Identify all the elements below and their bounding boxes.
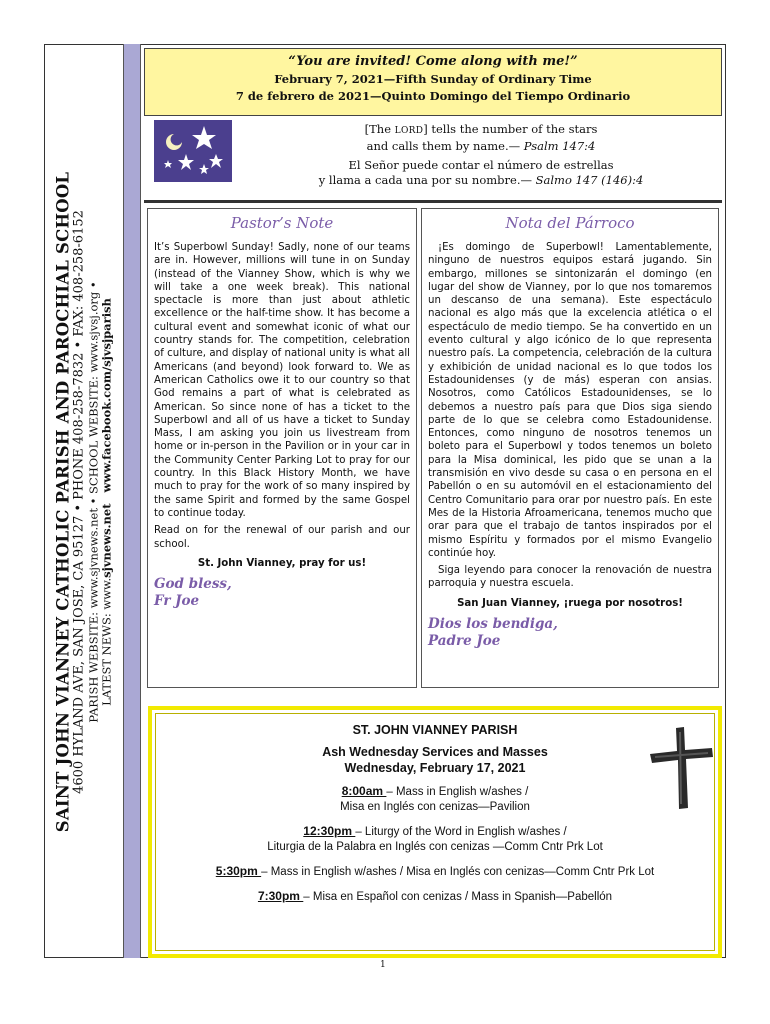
ash-service-time: 5:30pm <box>215 864 262 878</box>
quote-en-line1 <box>240 122 722 139</box>
pastors-note-body <box>148 241 416 570</box>
latest-news-site[interactable]: sjvnews.net <box>99 503 114 578</box>
pastors-note <box>147 208 417 688</box>
scripture-quote <box>240 122 722 188</box>
latest-news <box>101 52 114 952</box>
sidebar-text <box>55 52 114 952</box>
quote-es-text: y llama a cada una por su nombre.— <box>318 173 536 187</box>
ash-service-time: 7:30pm <box>257 889 304 903</box>
quote-en-post: ] tells the number of the stars <box>423 122 598 136</box>
nota-parroco-blessing <box>422 616 718 650</box>
ash-service-desc: – Misa en Español con cenizas / Mass in Spanish—Pabellón <box>303 891 613 903</box>
facebook-link[interactable]: www.facebook.com/sjvsjparish <box>99 298 114 493</box>
ash-service-time: 8:00am <box>341 784 387 798</box>
quote-lord: LORD <box>394 126 424 136</box>
nota-parroco-prayer: San Juan Vianney, ¡ruega por nosotros! <box>457 597 683 609</box>
blessing-line: Dios los bendiga, <box>428 616 558 633</box>
quote-en-text: and calls them by name.— <box>366 139 524 153</box>
ash-service-item <box>152 864 718 880</box>
latest-news-prefix: LATEST NEWS: www. <box>99 577 114 706</box>
quote-es-citation: Salmo 147 (146):4 <box>535 173 644 187</box>
pastors-note-blessing <box>148 576 416 610</box>
header-banner <box>144 48 722 116</box>
ash-cross-icon <box>646 724 716 810</box>
parish-address: 4600 HYLAND AVE, SAN JOSE, CA 95127 • PHONE 408-258-7832 • FAX: 408-258-6152 <box>72 210 88 794</box>
ash-service-item <box>152 784 718 815</box>
signature: Padre Joe <box>428 633 501 650</box>
quote-es-line1: El Señor puede contar el número de estrellas <box>348 158 614 172</box>
ash-parish-title: ST. JOHN VIANNEY PARISH <box>352 723 518 737</box>
section-divider <box>144 200 722 203</box>
ash-service-line <box>152 784 718 800</box>
quote-en-pre: [The <box>364 122 395 136</box>
ash-date: Wednesday, February 17, 2021 <box>344 761 526 775</box>
nota-parroco-paragraph-1: ¡Es domingo de Superbowl! Lamentablemente, ninguno de nuestros equipos estará jugando. Sin embargo, millones se sintonizarán el domingo (en lugar del show de Vianney, por lo que nos tomaremos un descanso de una semana). Este espectáculo nacional es algo más que la excelencia atlética o el espectáculo de medio tiempo. Se ha convertido en un evento cultural y algo icónico de lo que representa nuestro país. La competencia, celebración de la cultura y exhibición de unidad nacional es lo que todos los Estadounidenses (y de más) esperan con ansias. Nosotros, como Católicos Estadounidenses, se lo debemos a nuestro país para que Dios siga siendo parte de lo que se celebra como Estadounidense. Entonces, como ninguno de nosotros tenemos un boleto para el Superbowl y todos tenemos un boleto para la Misa dominical, les pido que se unan a la transmisión en vivo desde su casa o en persona en el Pabellón o en su automóvil en el estacionamiento del Centro Comunitario para orar por nuestro país. En este Mes de la Historia Afroamericana, tenemos mucho que orar para que el trabajo de tantos inspirados por el mismo Espíritu y formados por el mismo Evangelio continúe hoy. <box>428 242 712 559</box>
quote-en-line2 <box>240 139 722 154</box>
ash-service-desc-es: Liturgia de la Palabra en Inglés con cenizas —Comm Cntr Prk Lot <box>267 841 603 853</box>
nota-parroco-paragraph-2: Siga leyendo para conocer la renovación de nuestra parroquia y nuestra escuela. <box>428 565 712 590</box>
ash-subtitle: Ash Wednesday Services and Masses <box>322 745 548 759</box>
quote-es-line2 <box>240 173 722 188</box>
header-date-english: February 7, 2021—Fifth Sunday of Ordinary Time <box>274 72 592 86</box>
pastors-note-paragraph-2: Read on for the renewal of our parish and our school. <box>154 525 410 550</box>
ash-service-desc: – Mass in English w/ashes / <box>386 786 529 798</box>
ash-service-item <box>152 889 718 905</box>
ash-wednesday-box <box>148 706 722 958</box>
stars-night-icon <box>154 120 232 182</box>
ash-service-desc: – Mass in English w/ashes / Misa en Inglés con cenizas—Comm Cntr Prk Lot <box>261 866 655 878</box>
pastors-note-prayer: St. John Vianney, pray for us! <box>197 557 367 569</box>
ash-service-desc-es: Misa en Inglés con cenizas—Pavilion <box>340 801 530 813</box>
quote-en-citation: Psalm 147:4 <box>523 139 596 153</box>
nota-parroco-title: Nota del Párroco <box>505 214 635 232</box>
ash-service-line <box>152 824 718 840</box>
ash-wednesday-content <box>152 720 718 905</box>
sidebar-accent-bar <box>124 44 141 958</box>
signature: Fr Joe <box>154 593 200 610</box>
pastors-note-paragraph-1: It’s Superbowl Sunday! Sadly, none of our teams are in. However, millions will tune in on Sunday (instead of the Vianney Show, which is why we will take a one week break). This national spectacle is more than just about athletic excellence or the half-time show. It has become a cultural event and somewhat iconic of what our country stands for. The competition, celebration of culture, and display of national unity is what all Americans (and beyond) look forward to. We as American Catholics owe it to our country so that God remains a part of what is celebrated as American. So since none of has a ticket to the Superbowl and all of us have a ticket to Sunday Mass, I am asking you join us livestream from home or in-person in the Pavilion or in your car in the Community Center Parking Lot to pray for our country. In this Black History Month, we have much to pray for the work of so many inspired by the same Spirit and formed by the same Gospel to continue today. <box>154 242 410 519</box>
pastors-note-title: Pastor’s Note <box>230 214 334 232</box>
ash-service-time: 12:30pm <box>303 824 356 838</box>
ash-service-line <box>152 889 718 905</box>
parish-name: SAINT JOHN VIANNEY CATHOLIC PARISH AND PAROCHIAL SCHOOL <box>53 171 73 833</box>
page-number: 1 <box>380 960 386 970</box>
parish-websites: PARISH WEBSITE: www.sjvnews.net • SCHOOL WEBSITE: www.sjvsj.org • <box>86 281 101 723</box>
header-date-spanish: 7 de febrero de 2021—Quinto Domingo del Tiempo Ordinario <box>235 89 631 103</box>
nota-parroco <box>421 208 719 688</box>
ash-service-desc: – Liturgy of the Word in English w/ashes / <box>355 826 567 838</box>
header-tagline: “You are invited! Come along with me!” <box>288 54 578 69</box>
ash-service-line <box>152 864 718 880</box>
nota-parroco-body <box>422 241 718 610</box>
blessing-line: God bless, <box>154 576 232 593</box>
ash-service-item <box>152 824 718 855</box>
